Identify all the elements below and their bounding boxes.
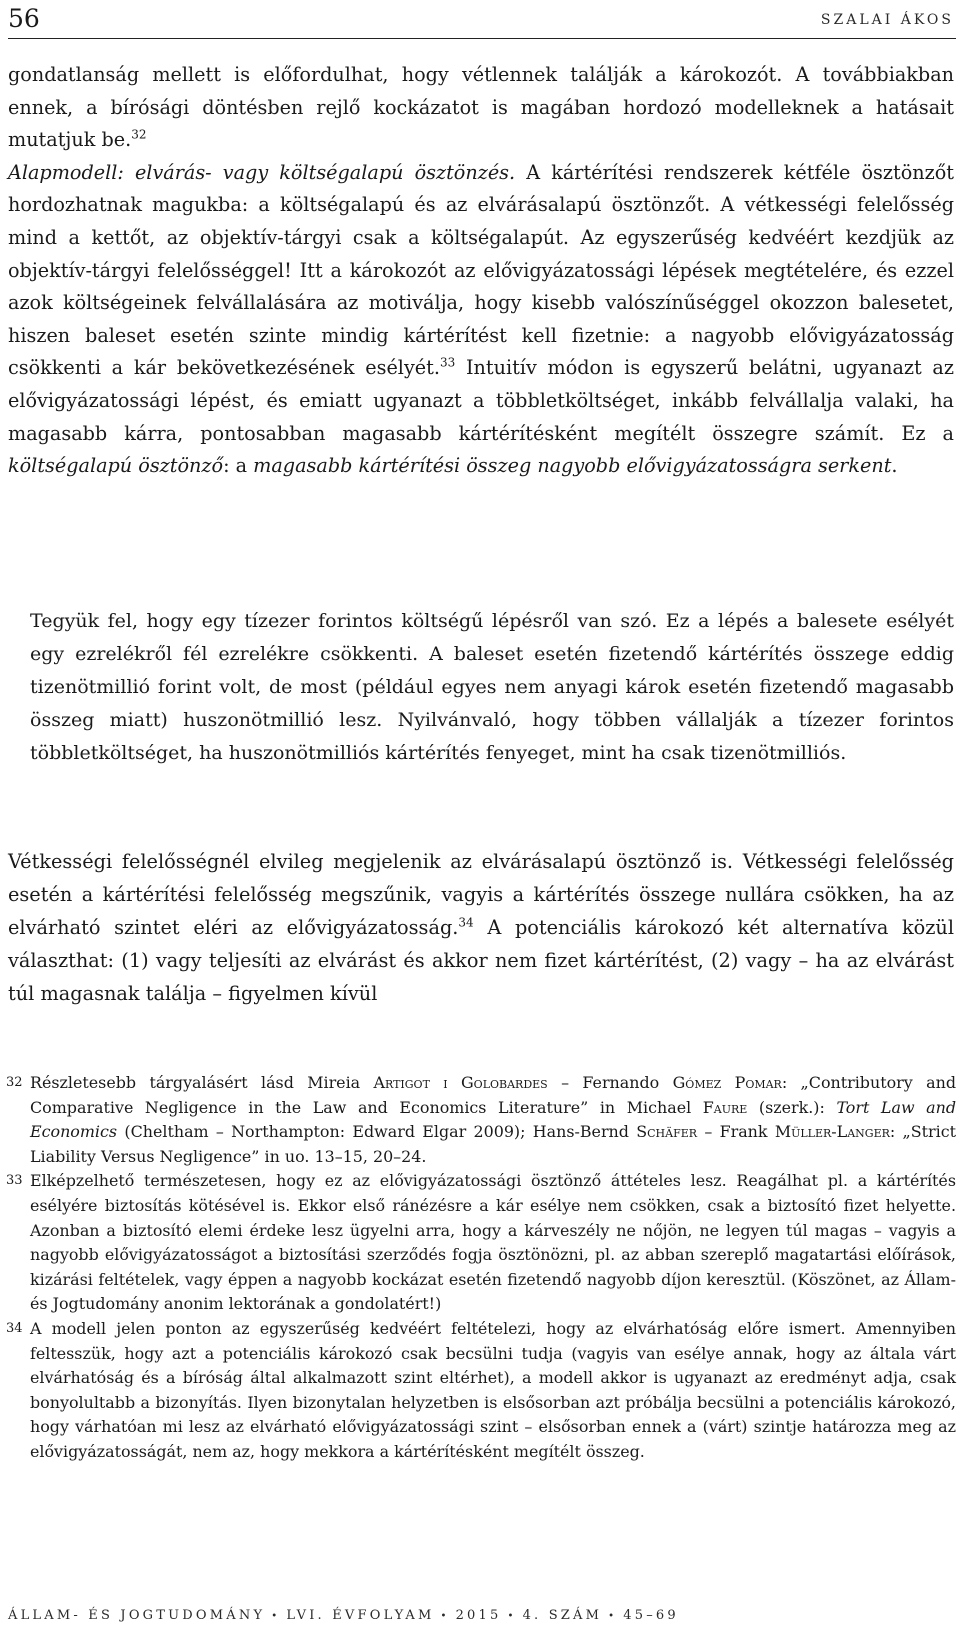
author-name: Faure: [702, 1097, 748, 1117]
author-name: Schäfer: [636, 1122, 698, 1142]
paragraph-text: : a: [223, 454, 254, 478]
running-head: [8, 4, 956, 38]
footnote-ref-33[interactable]: 33: [439, 355, 456, 370]
footnote-32: [0, 1071, 956, 1169]
journal-year: 2015: [455, 1608, 502, 1623]
footnote-ref-34[interactable]: 34: [458, 915, 474, 930]
journal-title: ÁLLAM- ÉS JOGTUDOMÁNY: [8, 1608, 266, 1623]
separator-bullet: •: [271, 1611, 281, 1622]
separator-bullet: •: [608, 1611, 618, 1622]
footnote-text: (szerk.):: [747, 1097, 837, 1117]
journal-pages: 45–69: [623, 1608, 679, 1623]
footnote-number: 32: [6, 1075, 23, 1090]
paragraph-text: Tegyük fel, hogy egy tízezer forintos költségű lépésről van szó. Ez a lépés a balesete esélyét egy ezrelékről fél ezrelékre csökkenti. A baleset esetén fizetendő kártérítés összege eddig tizenötmillió forint volt, de most (például egyes nem anyagi károk esetén fizetendő magasabb összeg miatt) huszonötmillió lesz. Nyilvánvaló, hogy többen vállalják a tízezer forintos többletköltséget, ha huszonötmilliós kártérítés fenyeget, mint ha csak tizenötmilliós.: [30, 610, 954, 764]
body-paragraph-3: [8, 845, 954, 1010]
footnote-text: Elképzelhető természetesen, hogy ez az elővigyázatossági ösztönző áttételes lesz. Reagálhat pl. a kártérítés esélyére biztosítás kötésével is. Ekkor első ránézésre a kár esélye nem csökken, csak a biztosító fizet helyette. Azonban a biztosító elemi érdeke lesz ügyelni arra, hogy a kárveszély ne nőjön, ne legyen túl magas – vagyis a nagyobb elővigyázatosságot a biztosítási szerződés fogja ösztönözni, pl. az abban szereplő magatartási előírások, kizárási feltételek, vagy éppen a nagyobb kockázat esetén fizetendő nagyobb díjon keresztül. (Köszönet, az Állam- és Jogtudomány anonim lektorának a gondolatért!): [30, 1171, 956, 1314]
separator-bullet: •: [507, 1611, 517, 1622]
footnote-text: (Cheltham – Northampton: Edward Elgar 2009); Hans-Bernd: [117, 1122, 637, 1142]
paragraph-text: A kártérítési rendszerek kétféle ösztönzőt hordozhatnak magukba: a költségalapú és az elvárásalapú ösztönzőt. A vétkességi felelősség mind a kettőt, az objektív-tárgyi csak a költségalapút. Az egyszerűség kedvéért kezdjük az objektív-tárgyi felelősséggel! Itt a károkozót az elővigyázatossági lépések megtételére, és ezzel azok költségeinek felvállalására az motiválja, hogy kisebb valószínűséggel okozzon balesetet, hiszen baleset esetén szinte mindig kártérítést kell fizetnie: a nagyobb elővigyázatosság csökkenti a kár bekövetkezésének esélyét.: [8, 160, 954, 380]
example-paragraph: [30, 605, 954, 770]
paragraph-text: Vétkességi felelősségnél elvileg megjelenik az elvárásalapú ösztönző is. Vétkességi felelősség esetén a kártérítési felelősség megszűnik, vagyis a kártérítés összege nullára csökken, ha az elvárható szintet eléri az elővigyázatosság.: [8, 850, 954, 939]
page-number: 56: [8, 4, 40, 33]
author-name: Gómez Pomar: [672, 1073, 782, 1092]
footnote-text: A modell jelen ponton az egyszerűség kedvéért feltételezi, hogy az elvárhatóság előre ismert. Amennyiben feltesszük, hogy azt a potenciális károkozó csak becsülni tudja (vagyis van esélye annak, hogy az általa várt elvárhatóság és a bíróság által alkalmazott szint eltérhet), a modell akkor is ugyanazt az eredményt adja, csak bonyolultabb a bizonyítás. Ilyen bizonytalan helyzetben is elsősorban azt próbálja becsülni a potenciális károkozó, hogy várhatóan mi lesz az elvárható elővigyázatossági szint – elsősorban ennek a (várt) szintje határozza meg az elővigyázatosságát, nem az, hogy mekkora a kártérítésként megítélt összeg.: [30, 1318, 956, 1461]
body-paragraph-1: [8, 59, 954, 483]
journal-issue: 4. SZÁM: [522, 1608, 603, 1623]
paragraph-text: gondatlanság mellett is előfordulhat, hogy vétlennek találják a károkozót. A továbbiakban ennek, a bírósági döntésben rejlő kockázatot is magában hordozó modelleknek a hatásait mutatjuk be.: [8, 63, 954, 152]
footnote-ref-32[interactable]: 32: [131, 127, 147, 142]
footnote-33: [0, 1169, 956, 1317]
footnote-text: : „Contributory and Comparative Negligence in the Law and Economics Literature” in Michael: [30, 1073, 956, 1117]
footnote-text: Részletesebb tárgyalásért lásd Mireia: [30, 1073, 374, 1092]
journal-volume: LVI. ÉVFOLYAM: [286, 1608, 435, 1623]
footnote-text: : „Strict Liability Versus Negligence” in uo. 13–15, 20–24.: [30, 1122, 957, 1166]
author-name: Artigot i Golobardes: [373, 1073, 548, 1092]
book-title: Tort Law and Economics: [30, 1097, 957, 1142]
footnote-34: [0, 1317, 956, 1465]
journal-footer: [8, 1608, 679, 1623]
emphasis-conclusion: magasabb kártérítési összeg nagyobb elővigyázatosságra serkent: [253, 454, 892, 478]
separator-bullet: •: [440, 1611, 450, 1622]
footnotes: [0, 1071, 956, 1465]
running-author: SZALAI ÁKOS: [820, 12, 954, 28]
footnote-text: – Frank: [697, 1122, 775, 1142]
section-heading-alapmodell: Alapmodell: elvárás- vagy költségalapú ösztönzés.: [8, 160, 516, 184]
footnote-number: 33: [6, 1173, 23, 1189]
paragraph-text: A potenciális károkozó két alternatíva közül választhat: (1) vagy teljesíti az elvárást és akkor nem fizet kártérítést, (2) vagy – ha az elvárást túl magasnak találja – figyelmen kívül: [8, 916, 955, 1005]
paragraph-text: Intuitív módon is egyszerű belátni, ugyanazt az elővigyázatossági lépést, és emiatt ugyanazt a többletköltséget, inkább felvállalja valaki, ha magasabb kárra, pontosabban magasabb kártérítésként megítélt összegre számít. Ez a: [8, 356, 954, 445]
footnote-number: 34: [6, 1320, 23, 1336]
header-rule: [8, 38, 956, 39]
footnote-text: – Fernando: [547, 1073, 673, 1092]
emphasis-koltsegalapu-osztonzo: költségalapú ösztönző: [8, 454, 224, 478]
author-name: Müller-Langer: [774, 1122, 890, 1142]
paragraph-text: .: [891, 454, 898, 478]
